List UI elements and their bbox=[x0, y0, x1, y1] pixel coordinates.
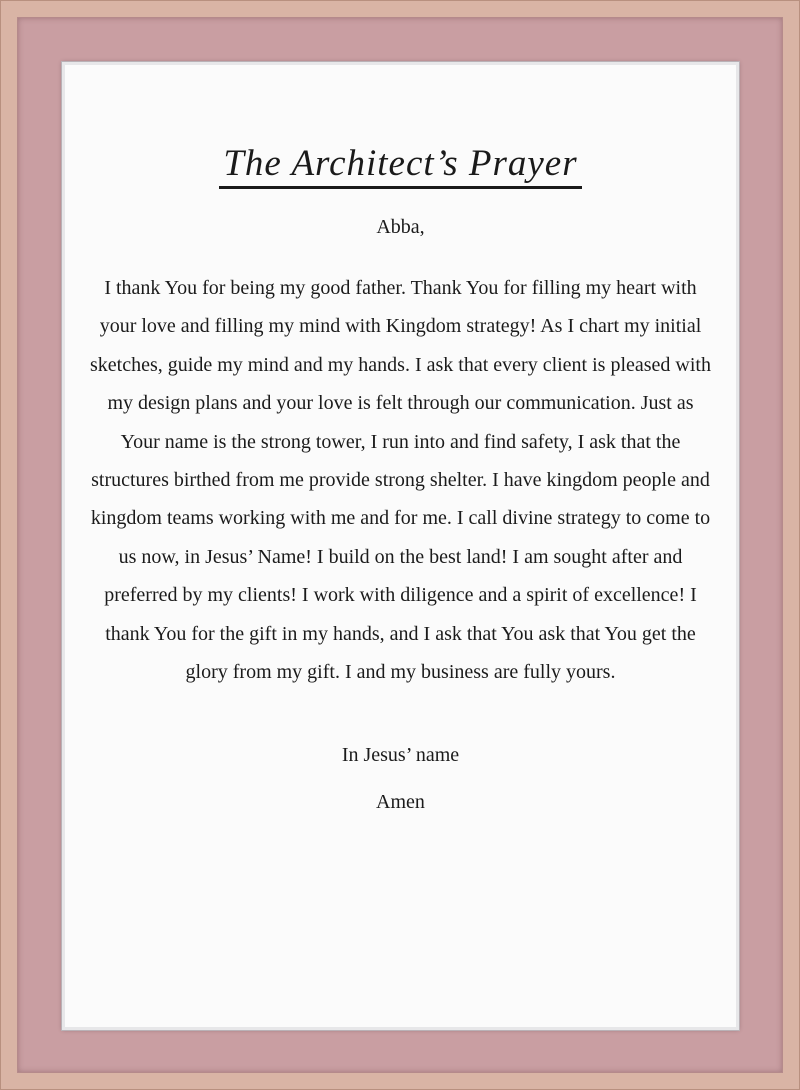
salutation: Abba, bbox=[376, 216, 425, 238]
prayer-body: I thank You for being my good father. Thank You for filling my heart with your love and filling my mind with Kingdom strategy! As I chart my initial sketches, guide my mind and my hands. I ask that every client is pleased with my design plans and your love is felt through our communication. Just as Your name is the strong tower, I run into and find safety, I ask that the structures birthed from me provide strong shelter. I have kingdom people and kingdom teams working with me and for me. I call divine strategy to come to us now, in Jesus’ Name! I build on the best land! I am sought after and preferred by my clients! I work with diligence and a spirit of excellence! I thank You for the gift in my hands, and I ask that You ask that You get the glory from my gift. I and my business are fully yours. bbox=[90, 277, 711, 684]
document-title: The Architect’s Prayer bbox=[219, 145, 581, 189]
prayer-document bbox=[62, 62, 739, 1030]
closing-line: In Jesus’ name bbox=[341, 744, 460, 766]
amen-line: Amen bbox=[376, 791, 425, 813]
title-container bbox=[65, 145, 736, 189]
